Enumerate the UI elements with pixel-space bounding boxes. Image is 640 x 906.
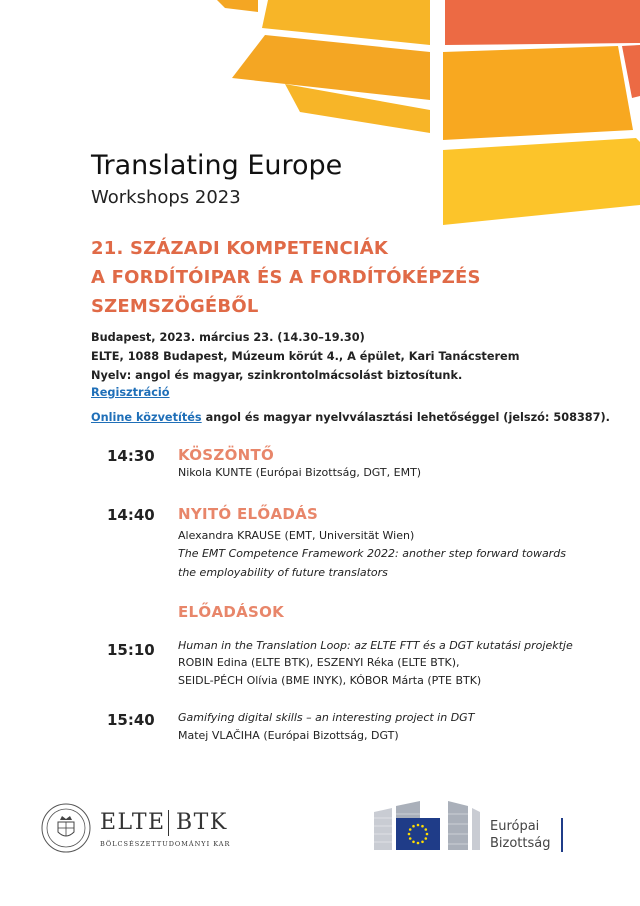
event-venue: ELTE, 1088 Budapest, Múzeum körút 4., A épület, Kari Tanácsterem — [91, 350, 520, 363]
ec-name-line-1: Európai — [490, 819, 540, 834]
online-stream-row — [91, 411, 610, 424]
deco-yellow-tile-4 — [443, 46, 633, 140]
session-time-3: 15:10 — [107, 641, 155, 659]
session-title-opening: NYITÓ ELŐADÁS — [178, 505, 319, 523]
european-commission-name — [490, 818, 551, 852]
elte-faculty-name: BÖLCSÉSZETTUDOMÁNYI KAR — [100, 840, 231, 848]
session-talk-3: Human in the Translation Loop: az ELTE FTT és a DGT kutatási projektje — [178, 639, 573, 652]
elte-logo-btk: BTK — [176, 810, 228, 835]
elte-logo-divider — [168, 810, 169, 836]
headline-line-2: A FORDÍTÓIPAR ÉS A FORDÍTÓKÉPZÉS — [91, 267, 481, 288]
session-talk-2-line-1: The EMT Competence Framework 2022: another step forward towards — [178, 547, 566, 560]
event-headline — [91, 234, 611, 321]
page-title: Translating Europe — [91, 150, 343, 181]
session-speakers-3-line-1: ROBIN Edina (ELTE BTK), ESZENYI Réka (ELTE BTK), — [178, 656, 460, 669]
session-title-welcome: KÖSZÖNTŐ — [178, 446, 275, 464]
session-time-1: 14:30 — [107, 447, 155, 465]
deco-orange-tile-1 — [445, 0, 640, 45]
registration-row — [91, 386, 170, 399]
event-language: Nyelv: angol és magyar, szinkrontolmácsolást biztosítunk. — [91, 369, 463, 382]
deco-yellow-tile-6 — [443, 138, 640, 225]
session-time-4: 15:40 — [107, 711, 155, 729]
page-subtitle: Workshops 2023 — [91, 187, 241, 208]
elte-logo-text: ELTE — [100, 810, 166, 835]
session-speakers-3-line-2: SEIDL-PÉCH Olívia (BME INYK), KÓBOR Márta (PTE BTK) — [178, 674, 482, 687]
event-date: Budapest, 2023. március 23. (14.30–19.30) — [91, 331, 365, 344]
european-commission-logo-icon — [372, 796, 482, 856]
online-stream-note: angol és magyar nyelvválasztási lehetőséggel (jelszó: 508387). — [201, 411, 610, 424]
registration-link[interactable]: Regisztráció — [91, 386, 170, 399]
elte-seal-icon — [40, 802, 92, 854]
deco-yellow-tile-3 — [232, 35, 430, 100]
online-stream-link[interactable]: Online közvetítés — [91, 411, 202, 424]
ec-name-line-2: Bizottság — [490, 836, 551, 851]
session-time-2: 14:40 — [107, 506, 155, 524]
headline-line-3: SZEMSZÖGÉBŐL — [91, 296, 259, 317]
ec-accent-bar — [561, 818, 563, 852]
session-talk-2-line-2: the employability of future translators — [178, 566, 388, 579]
headline-line-1: 21. SZÁZADI KOMPETENCIÁK — [91, 238, 389, 259]
session-speaker-1: Nikola KUNTE (Európai Bizottság, DGT, EMT) — [178, 466, 422, 479]
session-talk-4: Gamifying digital skills – an interesting project in DGT — [178, 711, 475, 724]
session-speaker-2: Alexandra KRAUSE (EMT, Universität Wien) — [178, 529, 415, 542]
event-info — [91, 328, 631, 385]
section-title-talks: ELŐADÁSOK — [178, 603, 285, 621]
session-speaker-4: Matej VLAČIHA (Európai Bizottság, DGT) — [178, 729, 399, 742]
deco-yellow-tile-1 — [217, 0, 258, 12]
